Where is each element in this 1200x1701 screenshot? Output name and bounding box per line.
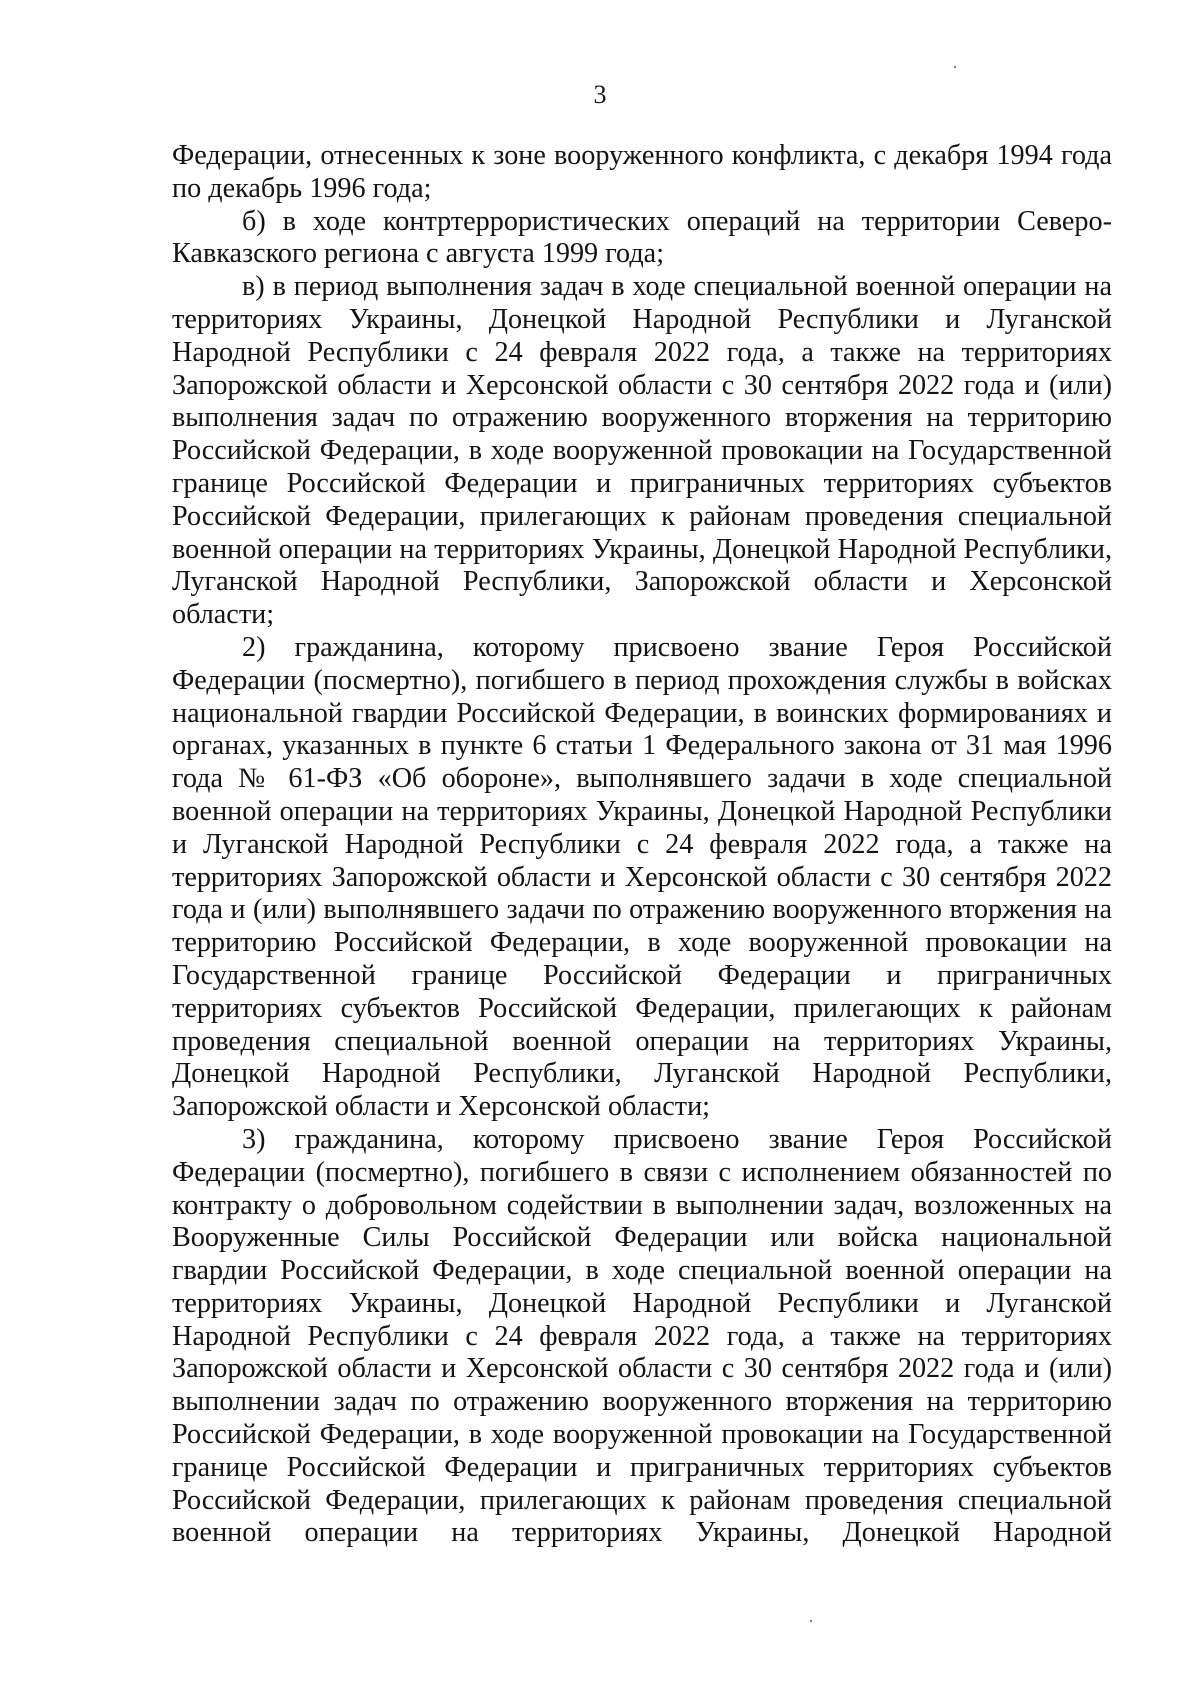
page-number: 3: [593, 80, 607, 109]
paragraph-item-b: б) в ходе контртеррористических операций на территории Северо-Кавказского региона с августа 1999 года;: [172, 205, 1112, 270]
paragraph-item-3: 3) гражданина, которому присвоено звание Героя Российской Федерации (посмертно), погибшего в связи с исполнением обязанностей по контракту о добровольном содействии в выполнении задач, возложенных на Вооруженные Силы Российской Федерации или войска национальной гвардии Российской Федерации, в ходе специальной военной операции на территориях Украины, Донецкой Народной Республики и Луганской Народной Республики с 24 февраля 2022 года, а также на территориях Запорожской области и Херсонской области с 30 сентября 2022 года и (или) выполнении задач по отражению вооруженного вторжения на территорию Российской Федерации, в ходе вооруженной провокации на Государственной границе Российской Федерации и приграничных территориях субъектов Российской Федерации, прилегающих к районам проведения специальной военной операции на территориях Украины, Донецкой Народной: [172, 1123, 1112, 1549]
scan-speck: [954, 66, 956, 68]
paragraph-item-2: 2) гражданина, которому присвоено звание Героя Российской Федерации (посмертно), погибшего в период прохождения службы в войсках национальной гвардии Российской Федерации, в воинских формированиях и органах, указанных в пункте 6 статьи 1 Федерального закона от 31 мая 1996 года № 61-ФЗ «Об обороне», выполнявшего задачи в ходе специальной военной операции на территориях Украины, Донецкой Народной Республики и Луганской Народной Республики с 24 февраля 2022 года, а также на территориях Запорожской области и Херсонской области с 30 сентября 2022 года и (или) выполнявшего задачи по отражению вооруженного вторжения на территорию Российской Федерации, в ходе вооруженной провокации на Государственной границе Российской Федерации и приграничных территориях субъектов Российской Федерации, прилегающих к районам проведения специальной военной операции на территориях Украины, Донецкой Народной Республики, Луганской Народной Республики, Запорожской области и Херсонской области;: [172, 631, 1112, 1123]
document-body: [172, 140, 1112, 1550]
scan-speck: [810, 1620, 812, 1622]
paragraph-item-v: в) в период выполнения задач в ходе специальной военной операции на территориях Украины, Донецкой Народной Республики и Луганской Народной Республики с 24 февраля 2022 года, а также на территориях Запорожской области и Херсонской области с 30 сентября 2022 года и (или) выполнения задач по отражению вооруженного вторжения на территорию Российской Федерации, в ходе вооруженной провокации на Государственной границе Российской Федерации и приграничных территориях субъектов Российской Федерации, прилегающих к районам проведения специальной военной операции на территориях Украины, Донецкой Народной Республики, Луганской Народной Республики, Запорожской области и Херсонской области;: [172, 271, 1112, 631]
paragraph-continuation: Федерации, отнесенных к зоне вооруженного конфликта, с декабря 1994 года по декабрь 1996 года;: [172, 140, 1112, 204]
